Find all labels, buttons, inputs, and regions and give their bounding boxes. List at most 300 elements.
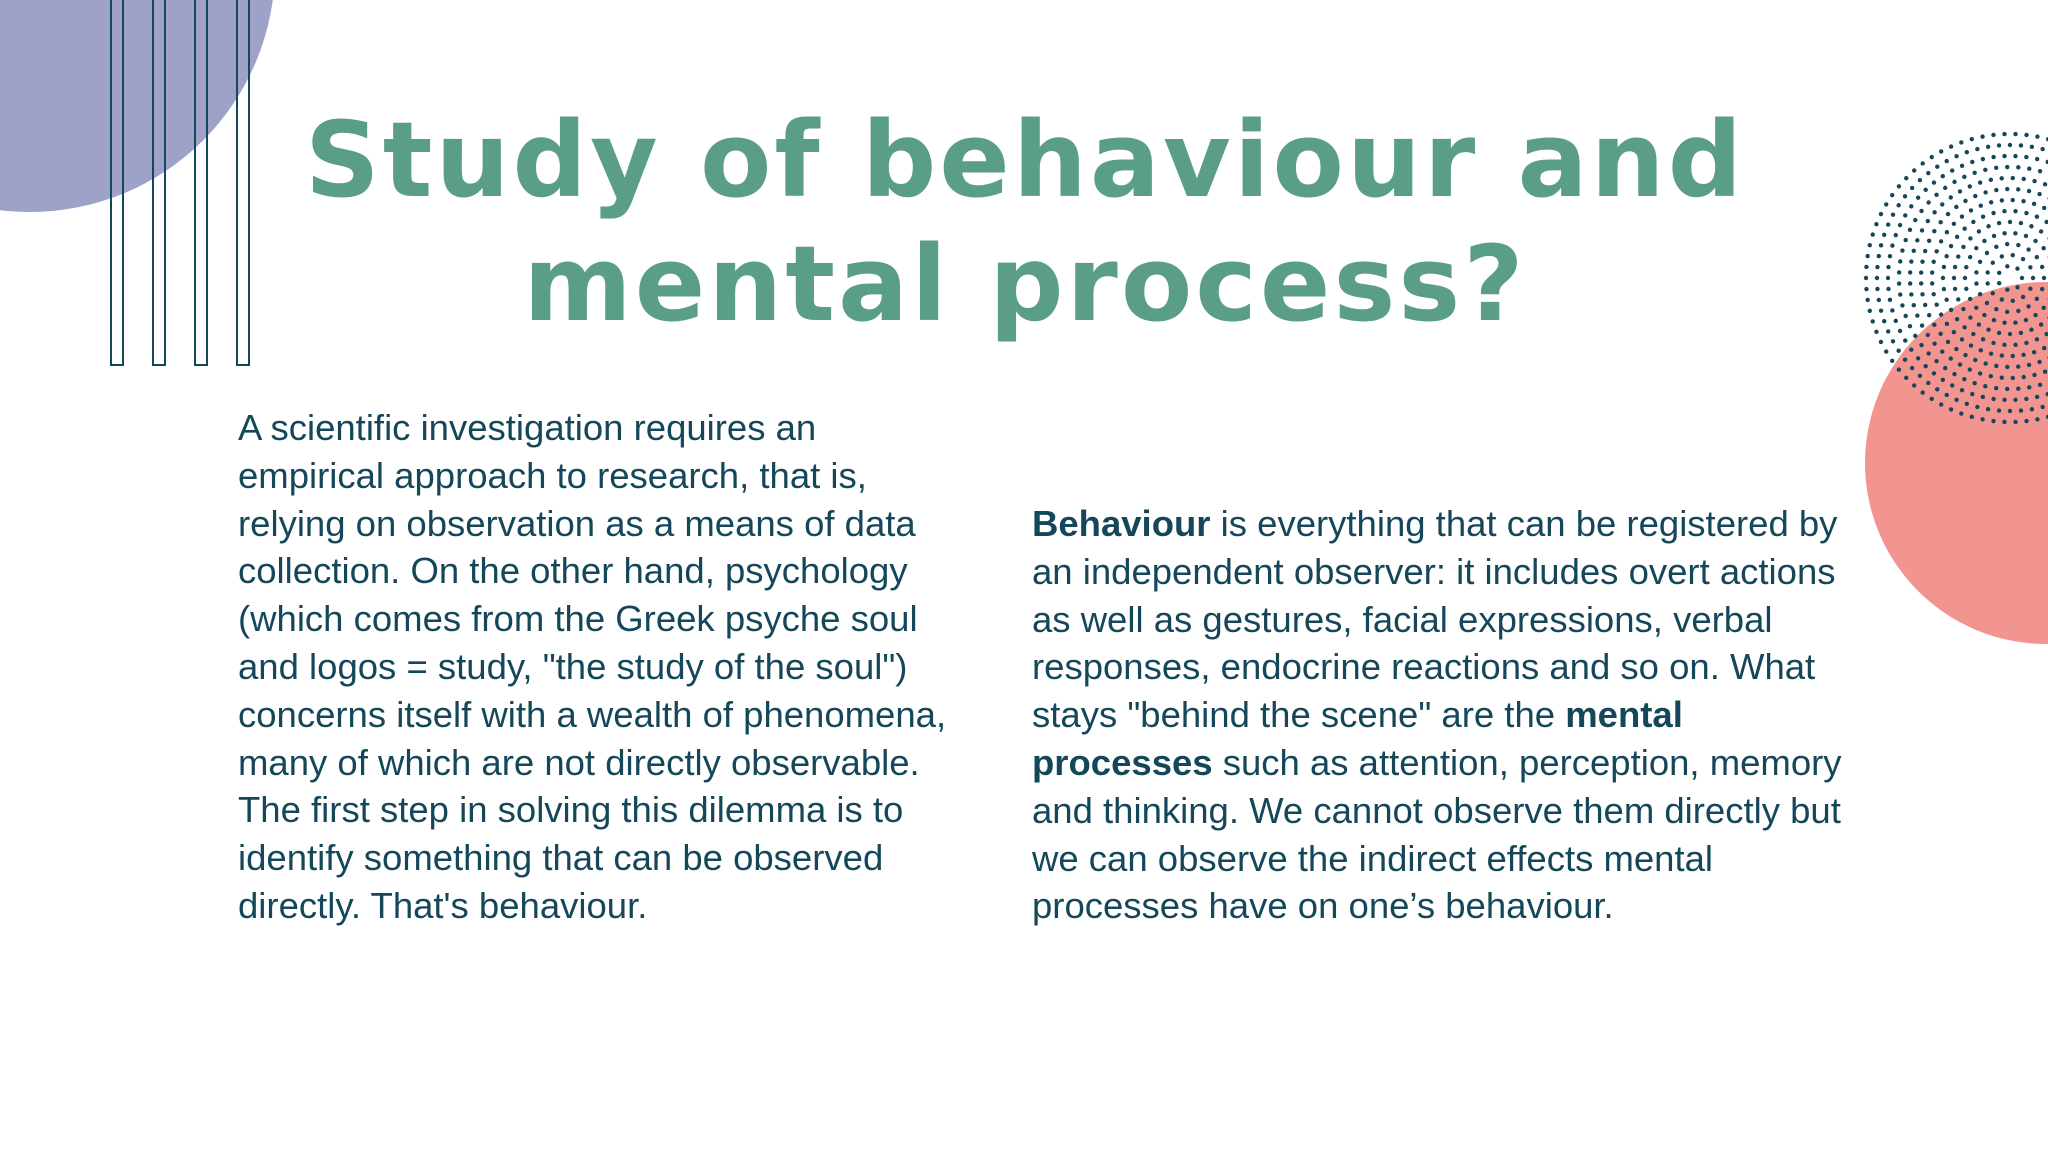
pattern-dot	[2039, 322, 2043, 326]
pattern-dot	[1871, 319, 1875, 323]
pattern-dot	[1958, 362, 1962, 366]
pattern-dot	[1968, 297, 1972, 301]
pattern-dot	[2033, 313, 2037, 317]
pattern-dot	[1932, 292, 1936, 296]
pattern-dot	[1919, 281, 1923, 285]
pattern-dot	[1983, 361, 1987, 365]
pattern-dot	[1897, 184, 1901, 188]
pattern-dot	[1952, 180, 1956, 184]
pattern-dot	[1912, 168, 1916, 172]
pattern-dot	[1941, 174, 1945, 178]
pattern-dot	[1904, 376, 1908, 380]
pattern-dot	[1877, 254, 1881, 258]
pattern-dot	[1877, 298, 1881, 302]
pattern-dot	[1909, 259, 1913, 263]
pattern-dot	[1886, 287, 1890, 291]
pattern-dot	[2008, 143, 2012, 147]
pattern-dot	[2019, 143, 2023, 147]
pattern-dot	[1926, 219, 1930, 223]
behaviour-definition-text: is everything that can be registered by an independent observer: it includes overt actions as well as gestures, facial expressions, verbal responses, endocrine reactions and so on. What stays "behind the scene" are the	[1032, 503, 1838, 736]
pattern-dot	[2040, 147, 2044, 151]
pattern-dot	[1912, 249, 1916, 253]
pattern-dot	[1896, 203, 1900, 207]
pattern-dot	[1919, 270, 1923, 274]
pattern-dot	[1961, 307, 1965, 311]
pattern-dot	[1874, 222, 1878, 226]
pattern-dot	[2015, 266, 2019, 270]
pattern-dot	[2000, 353, 2004, 357]
pattern-dot	[1923, 188, 1927, 192]
pattern-dot	[1884, 202, 1888, 206]
pattern-dot	[1982, 239, 1986, 243]
pattern-dot	[1954, 347, 1958, 351]
pattern-dot	[1890, 308, 1894, 312]
pattern-dot	[1970, 137, 1974, 141]
pattern-dot	[1975, 147, 1979, 151]
pattern-dot	[1916, 356, 1920, 360]
pattern-dot	[1985, 281, 1989, 285]
pattern-dot	[2013, 420, 2017, 424]
pattern-dot	[1945, 322, 1949, 326]
pattern-dot	[2011, 354, 2015, 358]
pattern-dot	[1926, 200, 1930, 204]
pattern-dot	[1935, 249, 1939, 253]
pattern-dot	[1942, 265, 1946, 269]
pattern-dot	[2029, 224, 2033, 228]
pattern-dot	[1991, 419, 1995, 423]
pattern-dot	[2005, 264, 2009, 268]
right-paragraph	[1032, 500, 1862, 930]
pattern-dot	[2016, 165, 2020, 169]
pattern-dot	[2035, 337, 2039, 341]
pattern-dot	[1875, 287, 1879, 291]
pattern-dot	[1932, 260, 1936, 264]
pattern-dot	[2016, 187, 2020, 191]
pattern-dot	[1991, 155, 1995, 159]
pattern-dot	[1949, 407, 1953, 411]
pattern-dot	[1875, 265, 1879, 269]
pattern-dot	[1926, 381, 1930, 385]
pattern-dot	[1930, 397, 1934, 401]
pattern-dot	[2024, 234, 2028, 238]
slide-title: Study of behaviour and mental process?	[304, 99, 1746, 345]
pattern-dot	[2035, 417, 2039, 421]
pattern-dot	[1903, 314, 1907, 318]
pattern-dot	[2021, 353, 2025, 357]
pattern-dot	[1903, 213, 1907, 217]
pattern-dot	[1960, 164, 1964, 168]
pattern-dot	[1954, 398, 1958, 402]
pattern-dot	[1970, 160, 1974, 164]
pattern-dot	[1949, 195, 1953, 199]
pattern-dot	[2016, 309, 2020, 313]
pattern-dot	[1961, 245, 1965, 249]
pattern-dot	[1986, 407, 1990, 411]
pattern-dot	[1897, 270, 1901, 274]
pattern-dot	[2024, 419, 2028, 423]
pattern-dot	[2002, 231, 2006, 235]
pattern-dot	[1904, 176, 1908, 180]
pattern-dot	[1896, 349, 1900, 353]
pattern-dot	[2002, 320, 2006, 324]
pattern-dot	[1994, 307, 1998, 311]
pattern-dot	[1979, 348, 1983, 352]
pattern-dot	[1981, 157, 1985, 161]
pattern-dot	[1962, 377, 1966, 381]
pattern-dot	[1932, 229, 1936, 233]
pattern-dot	[1921, 390, 1925, 394]
pattern-dot	[1969, 208, 1973, 212]
pattern-dot	[2005, 387, 2009, 391]
pattern-dot	[1930, 270, 1934, 274]
pattern-dot	[2019, 221, 2023, 225]
pattern-dot	[1994, 245, 1998, 249]
pattern-dot	[2037, 192, 2041, 196]
pattern-dot	[1935, 164, 1939, 168]
pattern-dot	[1944, 298, 1948, 302]
pattern-dot	[1959, 411, 1963, 415]
pattern-dot	[1970, 392, 1974, 396]
pattern-dot	[1890, 193, 1894, 197]
pattern-dot	[2019, 408, 2023, 412]
left-paragraph: A scientific investigation requires an empirical approach to research, that is, relying on observation as a means of data collection. On the other hand, psychology (which comes from the Greek psyche soul and logos = study, "the study of the soul") concerns itself with a wealth of phenomena, many of which are not directly observable. The first step in solving this dilemma is to identify something that can be observed directly. That's behaviour.	[238, 407, 947, 926]
pattern-dot	[1986, 145, 1990, 149]
pattern-dot	[1939, 402, 1943, 406]
pattern-dot	[2032, 179, 2036, 183]
pattern-dot	[2044, 220, 2048, 224]
pattern-dot	[1955, 235, 1959, 239]
pattern-dot	[1864, 276, 1868, 280]
pattern-dot	[1946, 340, 1950, 344]
pattern-dot	[1910, 366, 1914, 370]
mental-processes-term: mental processes	[1032, 694, 1683, 783]
pattern-dot	[2042, 206, 2046, 210]
pattern-dot	[2005, 187, 2009, 191]
pattern-dot	[1956, 254, 1960, 258]
pattern-dot	[1930, 281, 1934, 285]
pattern-dot	[1943, 186, 1947, 190]
pattern-dot	[1994, 386, 1998, 390]
pattern-dot	[1949, 356, 1953, 360]
pattern-dot	[2013, 343, 2017, 347]
pattern-dot	[1920, 228, 1924, 232]
pattern-dot	[1915, 238, 1919, 242]
pattern-dot	[1920, 323, 1924, 327]
pattern-dot	[1965, 402, 1969, 406]
pattern-dot	[1926, 171, 1930, 175]
pattern-dot	[1932, 323, 1936, 327]
pattern-dot	[1908, 324, 1912, 328]
pattern-dot	[2041, 306, 2045, 310]
pattern-dot	[1974, 270, 1978, 274]
pattern-dot	[1890, 243, 1894, 247]
pattern-dot	[1991, 133, 1995, 137]
pattern-dot	[2035, 214, 2039, 218]
pattern-dot	[1985, 251, 1989, 255]
pattern-dot	[2015, 285, 2019, 289]
pattern-dot	[2021, 199, 2025, 203]
pattern-dot	[2035, 134, 2039, 138]
pattern-dot	[1927, 313, 1931, 317]
pattern-dot	[1986, 328, 1990, 332]
pattern-dot	[1997, 143, 2001, 147]
pattern-dot	[2024, 318, 2028, 322]
pattern-dot	[2002, 343, 2006, 347]
pattern-dot	[2041, 246, 2045, 250]
pattern-dot	[1939, 149, 1943, 153]
pattern-dot	[1952, 372, 1956, 376]
pattern-dot	[1985, 301, 1989, 305]
pattern-dot	[1942, 287, 1946, 291]
pattern-dot	[1997, 408, 2001, 412]
pattern-dot	[1909, 348, 1913, 352]
pattern-dot	[1981, 214, 1985, 218]
pattern-dot	[1943, 366, 1947, 370]
pattern-dot	[1918, 374, 1922, 378]
pattern-dot	[1958, 189, 1962, 193]
pattern-dot	[1864, 287, 1868, 291]
pattern-dot	[1926, 351, 1930, 355]
pattern-dot	[2027, 363, 2031, 367]
pattern-dot	[1932, 210, 1936, 214]
pattern-dot	[2021, 295, 2025, 299]
pattern-dot	[1898, 329, 1902, 333]
pattern-dot	[1991, 341, 1995, 345]
pattern-dot	[1946, 212, 1950, 216]
pattern-dot	[1939, 312, 1943, 316]
pattern-dot	[1875, 276, 1879, 280]
pattern-dot	[1886, 265, 1890, 269]
pattern-dot	[1909, 204, 1913, 208]
pattern-dot	[1997, 221, 2001, 225]
pattern-dot	[1962, 325, 1966, 329]
pattern-dot	[1949, 308, 1953, 312]
pattern-dot	[1960, 214, 1964, 218]
pattern-dot	[1997, 271, 2001, 275]
pattern-dot	[2000, 254, 2004, 258]
pattern-dot	[1977, 322, 1981, 326]
pattern-dot	[1918, 178, 1922, 182]
pattern-dot	[1978, 260, 1982, 264]
pattern-dot	[1932, 371, 1936, 375]
pattern-dot	[1912, 383, 1916, 387]
pattern-dot	[1934, 193, 1938, 197]
pattern-dot	[1949, 144, 1953, 148]
pattern-dot	[2043, 182, 2047, 186]
pattern-dot	[2028, 286, 2032, 290]
pattern-dot	[1894, 233, 1898, 237]
pattern-dot	[1890, 359, 1894, 363]
pattern-dot	[1932, 180, 1936, 184]
pattern-dot	[1913, 218, 1917, 222]
pattern-dot	[1980, 417, 1984, 421]
pattern-dot	[1994, 188, 1998, 192]
pattern-dot	[1964, 265, 1968, 269]
pattern-dot	[1923, 364, 1927, 368]
pattern-dot	[2042, 276, 2046, 280]
pattern-dot	[1934, 359, 1938, 363]
pattern-dot	[2019, 331, 2023, 335]
behaviour-term: Behaviour	[1032, 503, 1211, 544]
pattern-dot	[1983, 168, 1987, 172]
pattern-dot	[2005, 165, 2009, 169]
pattern-dot	[2000, 297, 2004, 301]
pattern-dot	[1994, 166, 1998, 170]
pattern-dot	[2037, 360, 2041, 364]
pattern-dot	[1980, 134, 1984, 138]
pattern-dot	[1968, 367, 1972, 371]
pattern-dot	[1968, 255, 1972, 259]
pattern-dot	[1938, 220, 1942, 224]
pattern-dot	[2016, 243, 2020, 247]
pattern-dot	[1923, 249, 1927, 253]
pattern-dot	[2013, 320, 2017, 324]
pattern-dot	[1888, 298, 1892, 302]
pattern-dot	[1991, 211, 1995, 215]
pattern-dot	[1989, 200, 1993, 204]
pattern-dot	[1945, 159, 1949, 163]
pattern-dot	[1963, 276, 1967, 280]
pattern-dot	[1945, 393, 1949, 397]
pattern-dot	[1963, 353, 1967, 357]
pattern-dot	[1868, 243, 1872, 247]
pattern-dot	[2031, 276, 2035, 280]
pattern-dot	[1910, 186, 1914, 190]
pattern-dot	[1953, 265, 1957, 269]
pattern-dot	[2000, 375, 2004, 379]
pattern-dot	[2027, 166, 2031, 170]
pattern-dot	[1954, 154, 1958, 158]
pattern-dot	[2035, 297, 2039, 301]
pattern-dot	[1992, 318, 1996, 322]
pattern-dot	[1981, 337, 1985, 341]
pattern-dot	[1941, 276, 1945, 280]
pattern-dot	[1974, 281, 1978, 285]
pattern-dot	[1972, 171, 1976, 175]
vertical-bar	[152, 0, 166, 366]
pattern-dot	[2008, 409, 2012, 413]
pattern-dot	[1982, 313, 1986, 317]
pattern-dot	[1927, 239, 1931, 243]
pattern-dot	[2033, 239, 2037, 243]
pattern-dot	[1964, 287, 1968, 291]
pattern-dot	[1952, 276, 1956, 280]
pattern-dot	[1955, 317, 1959, 321]
pattern-dot	[1898, 292, 1902, 296]
pattern-dot	[1908, 281, 1912, 285]
pattern-dot	[2011, 376, 2015, 380]
vertical-bar	[110, 0, 124, 366]
pattern-dot	[1868, 309, 1872, 313]
pattern-dot	[2022, 177, 2026, 181]
pattern-dot	[1975, 405, 1979, 409]
pattern-dot	[1953, 287, 1957, 291]
pattern-dot	[1935, 387, 1939, 391]
pattern-dot	[2040, 405, 2044, 409]
pattern-dot	[2011, 198, 2015, 202]
pattern-dot	[1908, 228, 1912, 232]
pattern-dot	[1956, 297, 1960, 301]
pattern-dot	[1968, 184, 1972, 188]
pattern-dot	[2024, 211, 2028, 215]
pattern-dot	[1960, 337, 1964, 341]
pattern-dot	[1879, 212, 1883, 216]
pattern-dot	[2027, 189, 2031, 193]
pattern-dot	[2038, 169, 2042, 173]
pattern-dot	[2038, 383, 2042, 387]
pattern-dot	[1940, 349, 1944, 353]
pattern-dot	[1912, 303, 1916, 307]
pattern-dot	[1952, 330, 1956, 334]
pattern-dot	[1974, 246, 1978, 250]
pattern-dot	[1974, 306, 1978, 310]
pattern-dot	[2026, 304, 2030, 308]
pattern-dot	[1903, 338, 1907, 342]
pattern-dot	[1989, 374, 1993, 378]
pattern-dot	[1962, 227, 1966, 231]
pattern-dot	[1978, 292, 1982, 296]
pattern-dot	[1949, 244, 1953, 248]
pattern-dot	[1963, 199, 1967, 203]
pattern-dot	[1940, 202, 1944, 206]
pattern-dot	[2008, 332, 2012, 336]
pattern-dot	[1978, 371, 1982, 375]
pattern-dot	[1944, 254, 1948, 258]
pattern-dot	[1997, 281, 2001, 285]
pattern-dot	[1864, 265, 1868, 269]
pattern-dot	[1882, 233, 1886, 237]
pattern-dot	[1954, 205, 1958, 209]
pattern-dot	[1979, 203, 1983, 207]
pattern-dot	[2005, 242, 2009, 246]
pattern-dot	[2013, 154, 2017, 158]
pattern-dot	[2020, 276, 2024, 280]
pattern-dot	[1886, 276, 1890, 280]
pattern-dot	[2011, 253, 2015, 257]
pattern-dot	[2005, 288, 2009, 292]
pattern-dot	[2022, 375, 2026, 379]
pattern-dot	[2040, 265, 2044, 269]
pattern-dot	[1939, 239, 1943, 243]
pattern-dot	[2008, 220, 2012, 224]
pattern-dot	[2011, 176, 2015, 180]
pattern-dot	[1871, 232, 1875, 236]
pattern-dot	[2024, 397, 2028, 401]
pattern-dot	[1971, 220, 1975, 224]
pattern-dot	[2040, 287, 2044, 291]
pattern-dot	[1915, 313, 1919, 317]
pattern-dot	[2027, 385, 2031, 389]
pattern-dot	[1935, 302, 1939, 306]
pattern-dot	[1968, 315, 1972, 319]
pattern-dot	[1930, 155, 1934, 159]
pattern-dot	[1903, 238, 1907, 242]
pattern-dot	[1926, 333, 1930, 337]
pattern-dot	[1968, 236, 1972, 240]
vertical-bars-decoration	[110, 0, 260, 370]
pattern-dot	[1916, 196, 1920, 200]
pattern-dot	[2016, 364, 2020, 368]
pattern-dot	[2000, 176, 2004, 180]
pattern-dot	[2002, 398, 2006, 402]
pattern-dot	[2028, 265, 2032, 269]
pattern-dot	[1921, 161, 1925, 165]
pattern-dot	[1985, 270, 1989, 274]
pattern-dot	[2021, 257, 2025, 261]
pattern-dot	[1884, 349, 1888, 353]
pattern-dot	[1977, 229, 1981, 233]
pattern-dot	[2032, 373, 2036, 377]
